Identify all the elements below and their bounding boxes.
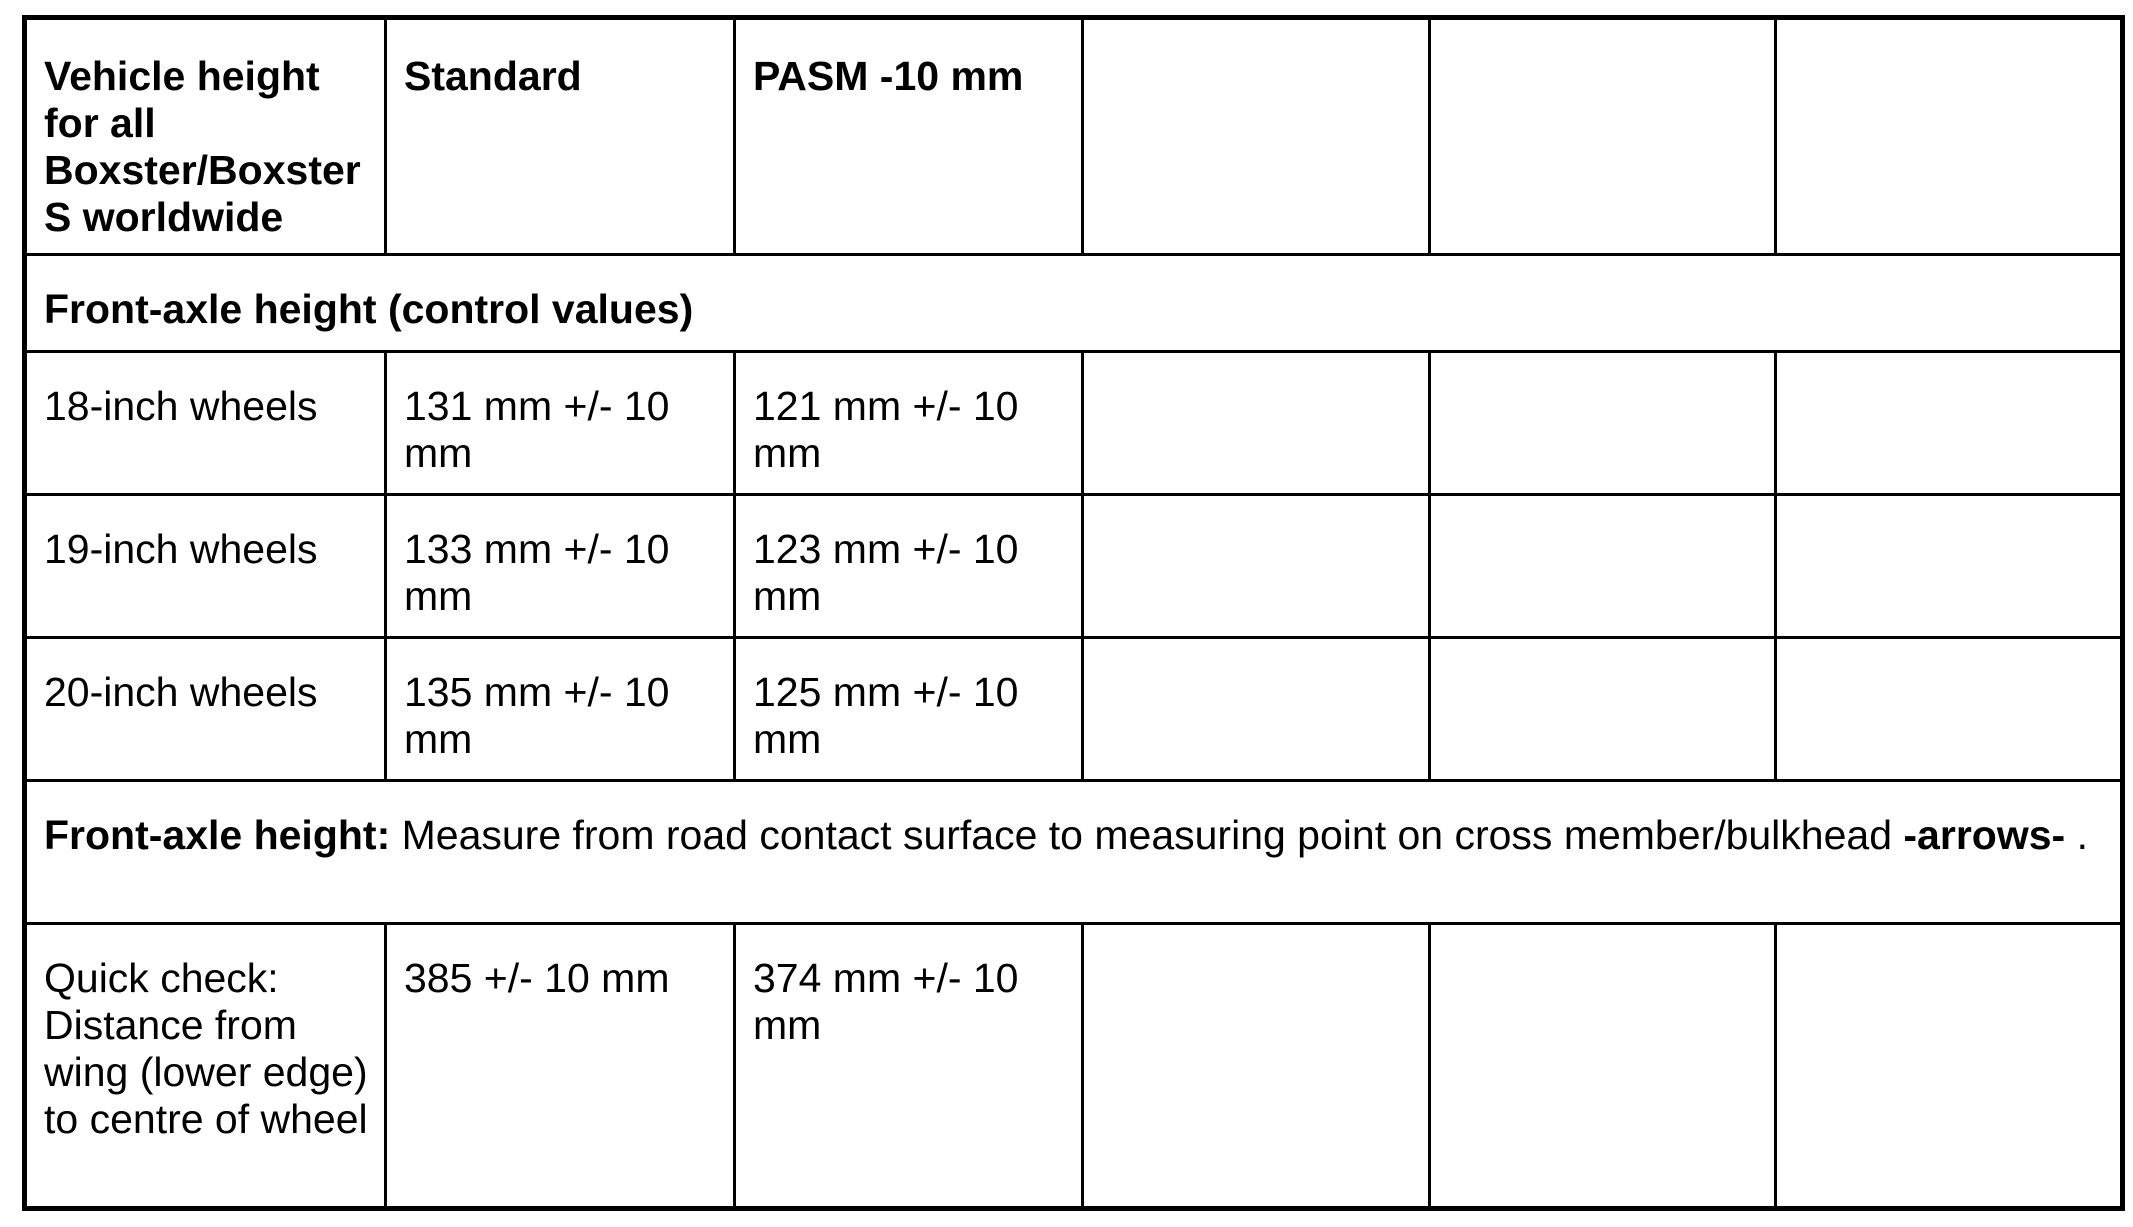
- empty-cell: [1776, 638, 2123, 781]
- note-end: .: [2065, 812, 2088, 858]
- empty-cell: [1776, 495, 2123, 638]
- note-arrows: -arrows-: [1903, 812, 2066, 858]
- empty-cell: [1430, 638, 1776, 781]
- header-pasm: PASM -10 mm: [735, 18, 1083, 255]
- row-label: 19-inch wheels: [25, 495, 386, 638]
- table-row: [25, 924, 2123, 1209]
- row-standard-value: 135 mm +/- 10 mm: [386, 638, 735, 781]
- note-row: [25, 781, 2123, 924]
- empty-cell: [1776, 352, 2123, 495]
- row-pasm-value: 125 mm +/- 10 mm: [735, 638, 1083, 781]
- empty-cell: [1430, 495, 1776, 638]
- row-standard-value: 131 mm +/- 10 mm: [386, 352, 735, 495]
- section-title: Front-axle height (control values): [25, 255, 2123, 352]
- section-row: [25, 255, 2123, 352]
- vehicle-height-table: [22, 15, 2125, 1211]
- empty-cell: [1083, 18, 1430, 255]
- row-pasm-value: 123 mm +/- 10 mm: [735, 495, 1083, 638]
- empty-cell: [1430, 924, 1776, 1209]
- quick-check-label: Quick check: Distance from wing (lower edge) to centre of wheel: [25, 924, 386, 1209]
- header-standard: Standard: [386, 18, 735, 255]
- table-row: [25, 495, 2123, 638]
- table-row: [25, 638, 2123, 781]
- measurement-note: [25, 781, 2123, 924]
- empty-cell: [1430, 18, 1776, 255]
- header-row: [25, 18, 2123, 255]
- quick-check-standard: 385 +/- 10 mm: [386, 924, 735, 1209]
- empty-cell: [1776, 924, 2123, 1209]
- row-pasm-value: 121 mm +/- 10 mm: [735, 352, 1083, 495]
- table-row: [25, 352, 2123, 495]
- empty-cell: [1776, 18, 2123, 255]
- row-label: 18-inch wheels: [25, 352, 386, 495]
- note-lead: Front-axle height:: [44, 812, 391, 858]
- row-label: 20-inch wheels: [25, 638, 386, 781]
- empty-cell: [1083, 352, 1430, 495]
- row-standard-value: 133 mm +/- 10 mm: [386, 495, 735, 638]
- empty-cell: [1083, 924, 1430, 1209]
- empty-cell: [1083, 638, 1430, 781]
- empty-cell: [1083, 495, 1430, 638]
- note-text: Measure from road contact surface to measuring point on cross member/bulkhead: [390, 812, 1904, 858]
- empty-cell: [1430, 352, 1776, 495]
- quick-check-pasm: 374 mm +/- 10 mm: [735, 924, 1083, 1209]
- header-vehicle-height: Vehicle height for all Boxster/Boxster S worldwide: [25, 18, 386, 255]
